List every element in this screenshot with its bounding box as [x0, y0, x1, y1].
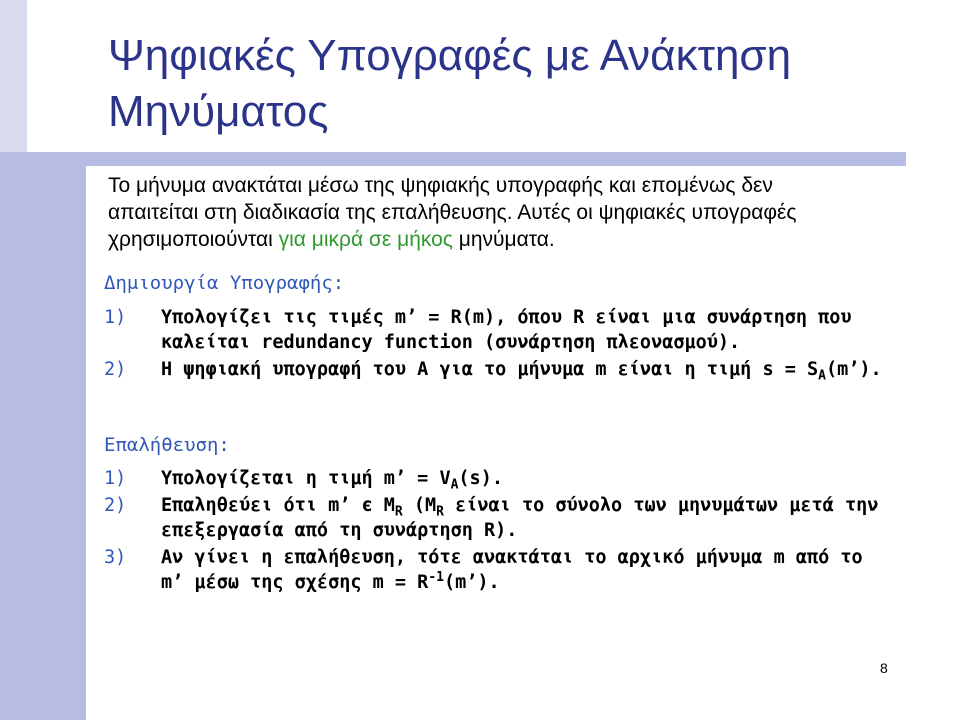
creation-heading: Δημιουργία Υπογραφής: — [104, 272, 345, 294]
verification-item-3-text-post: (m’). — [443, 572, 500, 593]
verification-heading: Επαλήθευση: — [104, 434, 230, 456]
verification-item-2-sub2: R — [436, 504, 444, 520]
decor-horizontal-rule — [0, 152, 906, 166]
verification-item-2-text-post: είναι το σύνολο των μηνυμάτων μετά την επεξεργασία από τη συνάρτηση R). — [161, 495, 879, 541]
intro-text-1: Το μήνυμα ανακτάται μέσω της ψηφιακής υπογραφής και επομένως δεν απαιτείται στη διαδικασία της επαλήθευσης. Αυτές οι ψηφιακές υπογραφές χρησιμοποιούνται — [108, 174, 797, 251]
creation-item-1 — [104, 305, 894, 355]
creation-item-2-sub: A — [818, 368, 826, 384]
page-number: 8 — [880, 660, 888, 676]
creation-item-2-text-post: (m’). — [825, 359, 882, 380]
creation-item-2-number: 2) — [104, 359, 127, 380]
verification-item-3-sup: -1 — [428, 569, 444, 585]
creation-item-2-text-pre: Η ψηφιακή υπογραφή του A για το μήνυμα m είναι η τιμή s = S — [161, 359, 819, 380]
verification-list — [104, 466, 894, 597]
intro-paragraph — [108, 172, 868, 253]
verification-item-2 — [104, 493, 894, 543]
intro-highlight: για μικρά σε μήκος — [278, 228, 453, 251]
verification-item-1-number: 1) — [104, 468, 127, 489]
verification-item-2-text-mid: (M — [402, 495, 437, 516]
verification-item-1-text-pre: Υπολογίζεται η τιμή m’ = V — [161, 468, 451, 489]
creation-item-2 — [104, 357, 894, 382]
intro-text-2: μηνύματα. — [452, 228, 555, 251]
slide-title: Ψηφιακές Υπογραφές με Ανάκτηση Μηνύματος — [108, 31, 792, 136]
verification-item-2-number: 2) — [104, 495, 127, 516]
verification-item-1-sub: A — [450, 477, 459, 493]
creation-list — [104, 305, 894, 384]
creation-item-1-number: 1) — [104, 307, 127, 328]
verification-item-2-sub: R — [394, 504, 403, 520]
verification-item-3 — [104, 545, 894, 595]
creation-item-1-text: Υπολογίζει τις τιμές m’ = R(m), όπου R είναι μια συνάρτηση που καλείται redundancy function (συνάρτηση πλεονασμού). — [161, 307, 852, 353]
verification-item-3-number: 3) — [104, 547, 127, 568]
verification-item-3-text-pre: Αν γίνει η επαλήθευση, τότε ανακτάται το αρχικό μήνυμα m από το m’ μέσω της σχέσης m = R — [161, 547, 863, 593]
verification-item-2-text-pre: Επαληθεύει ότι m’ є M — [161, 495, 395, 516]
verification-item-1-text-post: (s). — [458, 468, 503, 489]
verification-item-1 — [104, 466, 894, 491]
decor-vertical-rule — [0, 152, 86, 720]
